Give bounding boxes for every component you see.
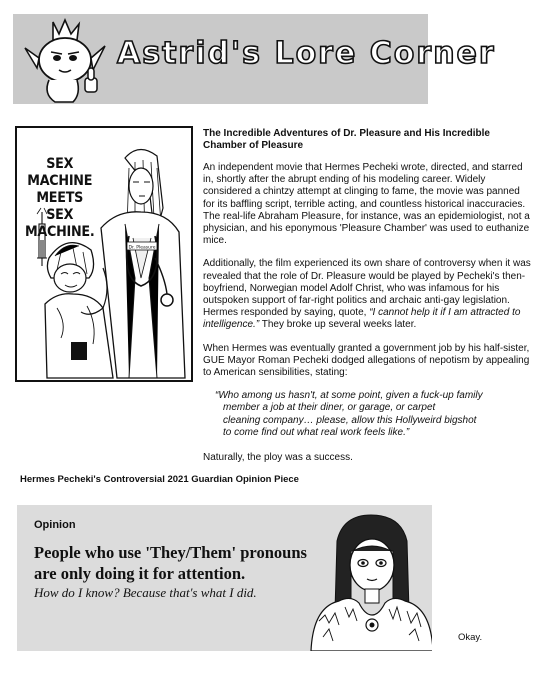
crowned-character-thumbs-up-icon bbox=[15, 18, 111, 104]
aside-note: Okay. bbox=[458, 632, 483, 643]
article-text: Additionally, the film experienced its own share of controversy when it was revealed that the role of Dr. Pleasure would be played by Pecheki's then-boyfriend, Norwegian model Adolf Christ, who was infamous for his outspoken support of far-right politics and archaic anti-gay legislation. Hermes responded by saying, quote, bbox=[203, 258, 531, 319]
quote-line: “Who among us hasn't, at some point, given a fuck-up family bbox=[215, 390, 483, 402]
article bbox=[203, 128, 533, 475]
article-paragraph bbox=[203, 258, 533, 331]
opinion-subhead: How do I know? Because that's what I did. bbox=[34, 585, 257, 600]
banner-title: Astrid's Lore Corner bbox=[117, 36, 496, 71]
section-heading: Hermes Pecheki's Controversial 2021 Guardian Opinion Piece bbox=[20, 474, 299, 485]
opinion-headline: People who use 'They/Them' pronouns are only doing it for attention. bbox=[34, 543, 307, 583]
fur-collar-character-portrait bbox=[309, 511, 432, 651]
poster-caption-line: SEX MACHINE bbox=[27, 156, 93, 189]
block-quote bbox=[215, 390, 533, 439]
poster-caption-line: SEX MACHINE. bbox=[24, 207, 95, 240]
quote-line: cleaning company… please, allow this Hollyweird bigshot bbox=[223, 414, 477, 426]
movie-poster bbox=[15, 126, 193, 382]
opinion-card bbox=[17, 505, 432, 651]
article-paragraph: When Hermes was eventually granted a government job by his half-sister, GUE Mayor Roman Pecheki dodged allegations of nepotism by appealing to American sensibilities, stating: bbox=[203, 342, 530, 379]
article-paragraph: An independent movie that Hermes Pecheki wrote, directed, and starred in, shortly after the abrupt ending of his modeling career. Widely considered a chintzy attempt at clinging to fame, the movie was panned for its baffling script, terrible acting, and countless historical inaccuracies. The real-life Abraham Pleasure, for instance, was an epidemiologist, not a physician, and his eponymous 'Pleasure Chamber' was used to euthanize mice. bbox=[203, 162, 530, 247]
article-text: They broke up several weeks later. bbox=[259, 319, 417, 331]
poster-sign-text: Dr. Pleasure bbox=[128, 245, 156, 251]
poster-caption bbox=[21, 156, 98, 241]
article-title: The Incredible Adventures of Dr. Pleasure and His Incredible Chamber of Pleasure bbox=[203, 128, 490, 151]
lore-corner-banner bbox=[13, 14, 496, 104]
article-inline-quote: “I cannot help it if I am attracted to intelligence.” bbox=[203, 307, 521, 331]
poster-caption-line: MEETS bbox=[36, 190, 84, 206]
opinion-label: Opinion bbox=[34, 519, 76, 531]
quote-line: to come find out what real work feels like.” bbox=[223, 426, 410, 438]
article-paragraph: Naturally, the ploy was a success. bbox=[203, 452, 353, 464]
quote-line: member a job at their diner, or garage, or carpet bbox=[223, 402, 436, 414]
